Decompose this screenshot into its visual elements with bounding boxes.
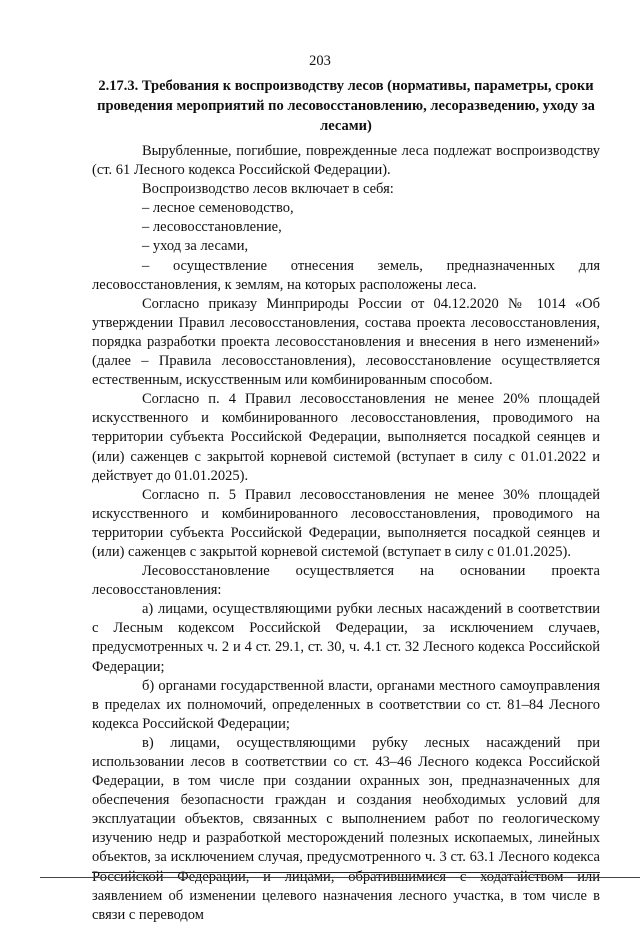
footer-rule <box>92 872 600 873</box>
paragraph-project-basis: Лесовосстановление осуществляется на основании проекта лесовосстановления: <box>92 563 600 599</box>
list-item-a: а) лицами, осуществляющими рубки лесных насаждений в соответствии с Лесным кодексом Российской Федерации, за исключением случаев, предусмотренных ч. 2 и 4 ст. 29.1, ст. 30, ч. 4.1 ст. 32 Лесного кодекса Российской Федерации; <box>92 601 600 675</box>
list-item-forest-care: – уход за лесами, <box>142 238 249 255</box>
paragraph-clause-5: Согласно п. 5 Правил лесовосстановления не менее 30% площадей искусственного и комбинированного лесовосстановления, проводимого на территории субъекта Российской Федерации, выполняется посадкой сеянцев и (или) саженцев с закрытой корневой системой (вступает в силу с 01.01.2025). <box>92 486 600 560</box>
list-item-reforestation: – лесовосстановление, <box>142 219 282 236</box>
list-item-b: б) органами государственной власти, органами местного самоуправления в пределах их полномочий, определенных в соответствии со ст. 81–84 Лесного кодекса Российской Федерации; <box>92 677 600 732</box>
section-heading: 2.17.3. Требования к воспроизводству лесов (нормативы, параметры, сроки проведения мероприятий по лесовосстановлению, лесоразведению, уходу за лесами) <box>97 78 595 134</box>
paragraph-reproduction-includes: Воспроизводство лесов включает в себя: <box>142 181 394 198</box>
list-item-land-assignment: – осуществление отнесения земель, предназначенных для лесовосстановления, к землям, на которых расположены леса. <box>92 257 600 293</box>
page-number: 203 <box>309 53 331 69</box>
paragraph-order-1014: Согласно приказу Минприроды России от 04.12.2020 № 1014 «Об утверждении Правил лесовосстановления, состава проекта лесовосстановления, порядка разработки проекта лесовосстановления и внесения в него изменений» (далее – Правила лесовосстановления), лесовосстановление осуществляется естественным, искусственным или комбинированным способом. <box>92 295 600 389</box>
bottom-edge-rule <box>40 877 640 878</box>
list-item-seed-production: – лесное семеноводство, <box>142 200 294 217</box>
document-body <box>92 142 600 925</box>
paragraph-reproduction-obligation: Вырубленные, погибшие, поврежденные леса подлежат воспроизводству (ст. 61 Лесного кодекса Российской Федерации). <box>92 143 600 179</box>
list-item-c: в) лицами, осуществляющими рубку лесных насаждений при использовании лесов в соответствии со ст. 43–46 Лесного кодекса Российской Федерации, в том числе при создании охранных зон, предназначенных для обеспечения безопасности граждан и создания необходимых условий для эксплуатации объектов, связанных с выполнением работ по геологическому изучению недр и разработкой месторождений полезных ископаемых, линейных объектов, за исключением случая, предусмотренного ч. 3 ст. 63.1 Лесного кодекса Российской Федерации, и лицами, обратившимися с ходатайством или заявлением об изменении целевого назначения лесного участка, в том числе в связи с переводом <box>92 734 600 923</box>
paragraph-clause-4: Согласно п. 4 Правил лесовосстановления не менее 20% площадей искусственного и комбинированного лесовосстановления, проводимого на территории субъекта Российской Федерации, выполняется посадкой сеянцев и (или) саженцев с закрытой корневой системой (вступает в силу с 01.01.2022 и действует до 01.01.2025). <box>92 391 600 484</box>
